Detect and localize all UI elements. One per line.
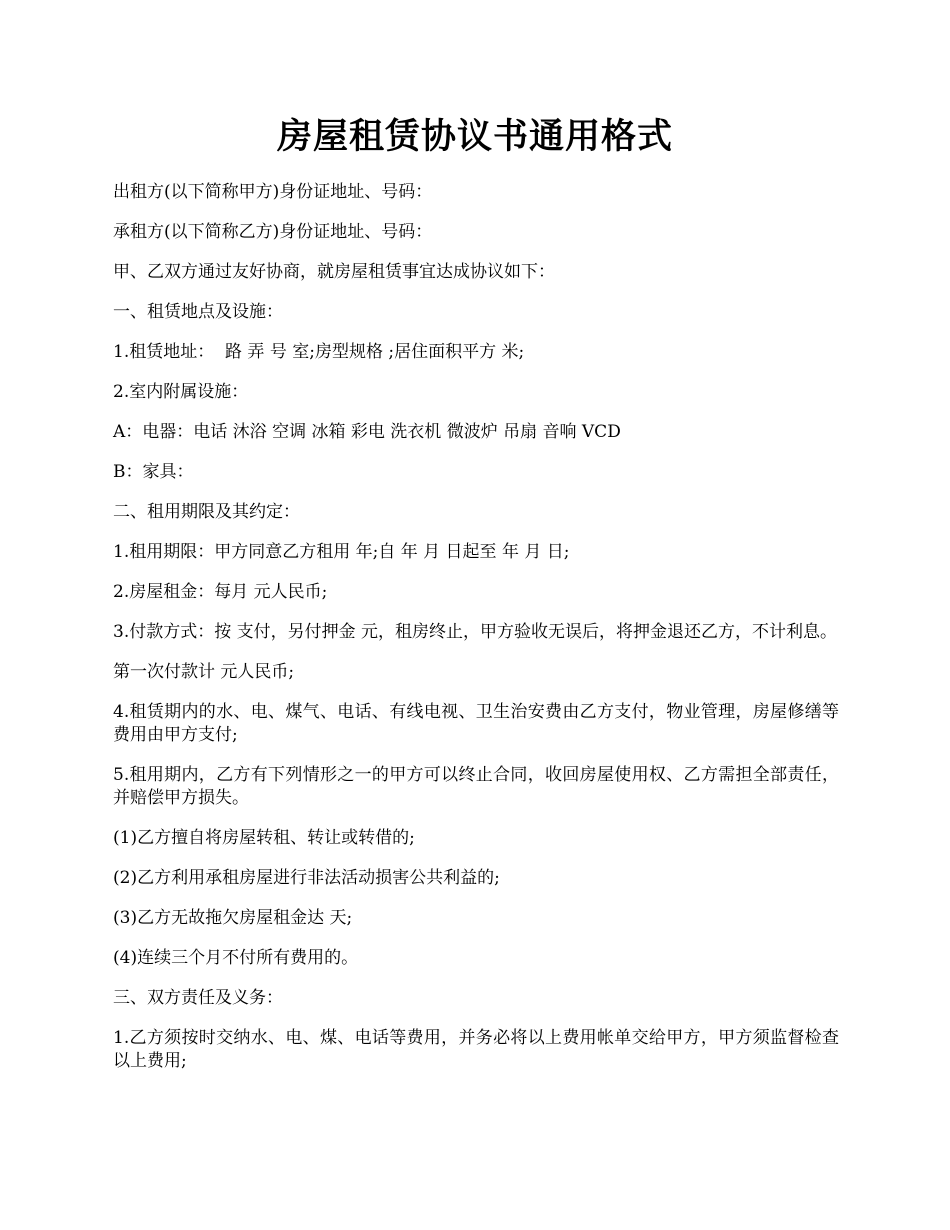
clause-utilities: 4.租赁期内的水、电、煤气、电话、有线电视、卫生治安费由乙方支付，物业管理，房屋修缮等费用由甲方支付; xyxy=(113,702,839,745)
section-heading-location: 一、租赁地点及设施： xyxy=(113,302,283,322)
clause-appliances: A：电器：电话 沐浴 空调 冰箱 彩电 洗衣机 微波炉 吊扇 音响 VCD xyxy=(113,422,621,442)
clause-first-payment: 第一次付款计 元人民币; xyxy=(113,662,295,682)
paragraph-preamble: 甲、乙双方通过友好协商，就房屋租赁事宜达成协议如下： xyxy=(113,262,555,282)
termination-item-3: (3)乙方无故拖欠房屋租金达 天; xyxy=(113,908,353,928)
clause-facilities: 2.室内附属设施： xyxy=(113,382,249,402)
section-heading-term: 二、租用期限及其约定： xyxy=(113,502,300,522)
document-body xyxy=(113,181,839,1090)
document-title: 房屋租赁协议书通用格式 xyxy=(276,116,673,157)
clause-payment: 3.付款方式：按 支付，另付押金 元，租房终止，甲方验收无误后，将押金退还乙方，不计利息。 xyxy=(113,622,838,642)
termination-item-1: (1)乙方擅自将房屋转租、转让或转借的; xyxy=(113,828,415,848)
paragraph-lessor-id: 出租方(以下简称甲方)身份证地址、号码： xyxy=(113,182,433,202)
clause-termination: 5.租用期内，乙方有下列情形之一的甲方可以终止合同，收回房屋使用权、乙方需担全部责任，并赔偿甲方损失。 xyxy=(113,765,839,808)
clause-rent: 2.房屋租金：每月 元人民币; xyxy=(113,582,328,602)
clause-duty-1: 1.乙方须按时交纳水、电、煤、电话等费用，并务必将以上费用帐单交给甲方，甲方须监督检查以上费用; xyxy=(113,1028,839,1071)
termination-item-4: (4)连续三个月不付所有费用的。 xyxy=(113,948,359,968)
termination-item-2: (2)乙方利用承租房屋进行非法活动损害公共利益的; xyxy=(113,868,500,888)
section-heading-duties: 三、双方责任及义务： xyxy=(113,988,283,1008)
paragraph-lessee-id: 承租方(以下简称乙方)身份证地址、号码： xyxy=(113,222,433,242)
clause-furniture: B：家具： xyxy=(113,462,194,482)
clause-address: 1.租赁地址： 路 弄 号 室;房型规格 ;居住面积平方 米; xyxy=(113,342,525,362)
clause-term: 1.租用期限：甲方同意乙方租用 年;自 年 月 日起至 年 月 日; xyxy=(113,542,570,562)
